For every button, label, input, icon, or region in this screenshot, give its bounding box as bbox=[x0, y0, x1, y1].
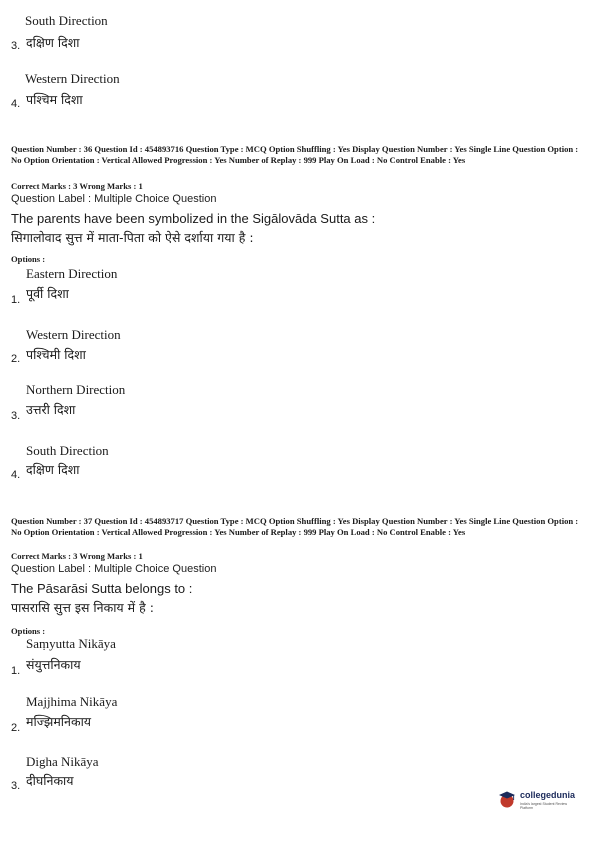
question-36-text-en: The parents have been symbolized in the Sigālovāda Sutta as : bbox=[11, 211, 376, 226]
q37-option-2-hi: मज्झिमनिकाय bbox=[26, 714, 92, 729]
q37-option-3-hi: दीघनिकाय bbox=[26, 773, 74, 788]
prev-option-4-en: Western Direction bbox=[25, 71, 120, 86]
q36-option-1-hi: पूर्वी दिशा bbox=[26, 286, 69, 301]
question-37-options-label: Options : bbox=[11, 626, 46, 636]
q36-option-2-hi: पश्चिमी दिशा bbox=[26, 347, 86, 362]
question-37-meta: Question Number : 37 Question Id : 454893717 Question Type : MCQ Option Shuffling : Yes Display Question Number : Yes Single Line Question Option : No Option Orientation : Vertical Allowed Progression : Yes Number of Replay : 999 Play On Load : No Control Enable : Yes bbox=[11, 516, 579, 537]
q37-option-1-en: Saṃyutta Nikāya bbox=[26, 636, 116, 651]
q37-option-1-number: 1. bbox=[11, 665, 21, 677]
question-36-marks: Correct Marks : 3 Wrong Marks : 1 bbox=[11, 181, 143, 191]
prev-option-3-number: 3. bbox=[11, 40, 21, 52]
prev-option-3-hi: दक्षिण दिशा bbox=[26, 35, 80, 50]
q36-option-3-hi: उत्तरी दिशा bbox=[26, 402, 76, 417]
q36-option-4-hi: दक्षिण दिशा bbox=[26, 462, 80, 477]
q36-option-3-en: Northern Direction bbox=[26, 382, 126, 397]
q36-option-2-en: Western Direction bbox=[26, 327, 121, 342]
q36-option-3-number: 3. bbox=[11, 410, 21, 422]
q37-option-3-number: 3. bbox=[11, 780, 21, 792]
question-37-marks: Correct Marks : 3 Wrong Marks : 1 bbox=[11, 551, 143, 561]
prev-option-4-hi: पश्चिम दिशा bbox=[26, 92, 83, 107]
question-36-label: Question Label : Multiple Choice Question bbox=[11, 193, 217, 205]
collegedunia-logo bbox=[498, 789, 580, 813]
question-37-text-en: The Pāsarāsi Sutta belongs to : bbox=[11, 581, 193, 596]
q36-option-2-number: 2. bbox=[11, 353, 21, 365]
q37-option-2-number: 2. bbox=[11, 722, 21, 734]
question-37-label: Question Label : Multiple Choice Question bbox=[11, 563, 217, 575]
question-36-meta: Question Number : 36 Question Id : 454893716 Question Type : MCQ Option Shuffling : Yes Display Question Number : Yes Single Line Question Option : No Option Orientation : Vertical Allowed Progression : Yes Number of Replay : 999 Play On Load : No Control Enable : Yes bbox=[11, 144, 579, 165]
question-36-options-label: Options : bbox=[11, 254, 46, 264]
q36-option-4-en: South Direction bbox=[26, 443, 109, 458]
q36-option-1-number: 1. bbox=[11, 294, 21, 306]
prev-option-4-number: 4. bbox=[11, 98, 21, 110]
question-36-text-hi: सिगालोवाद सुत्त में माता-पिता को ऐसे दर्शाया गया है : bbox=[11, 230, 254, 245]
q37-option-3-en: Digha Nikāya bbox=[26, 754, 99, 769]
prev-option-3-en: South Direction bbox=[25, 13, 108, 28]
question-37-text-hi: पासरासि सुत्त इस निकाय में है : bbox=[11, 600, 154, 615]
q37-option-1-hi: संयुत्तनिकाय bbox=[26, 657, 81, 672]
q37-option-2-en: Majjhima Nikāya bbox=[26, 694, 118, 709]
q36-option-4-number: 4. bbox=[11, 469, 21, 481]
graduate-cap-icon bbox=[498, 790, 516, 808]
logo-tagline: India's largest Student Review Platform bbox=[520, 802, 567, 810]
q36-option-1-en: Eastern Direction bbox=[26, 266, 118, 281]
logo-brand-text: collegedunia bbox=[520, 790, 576, 800]
